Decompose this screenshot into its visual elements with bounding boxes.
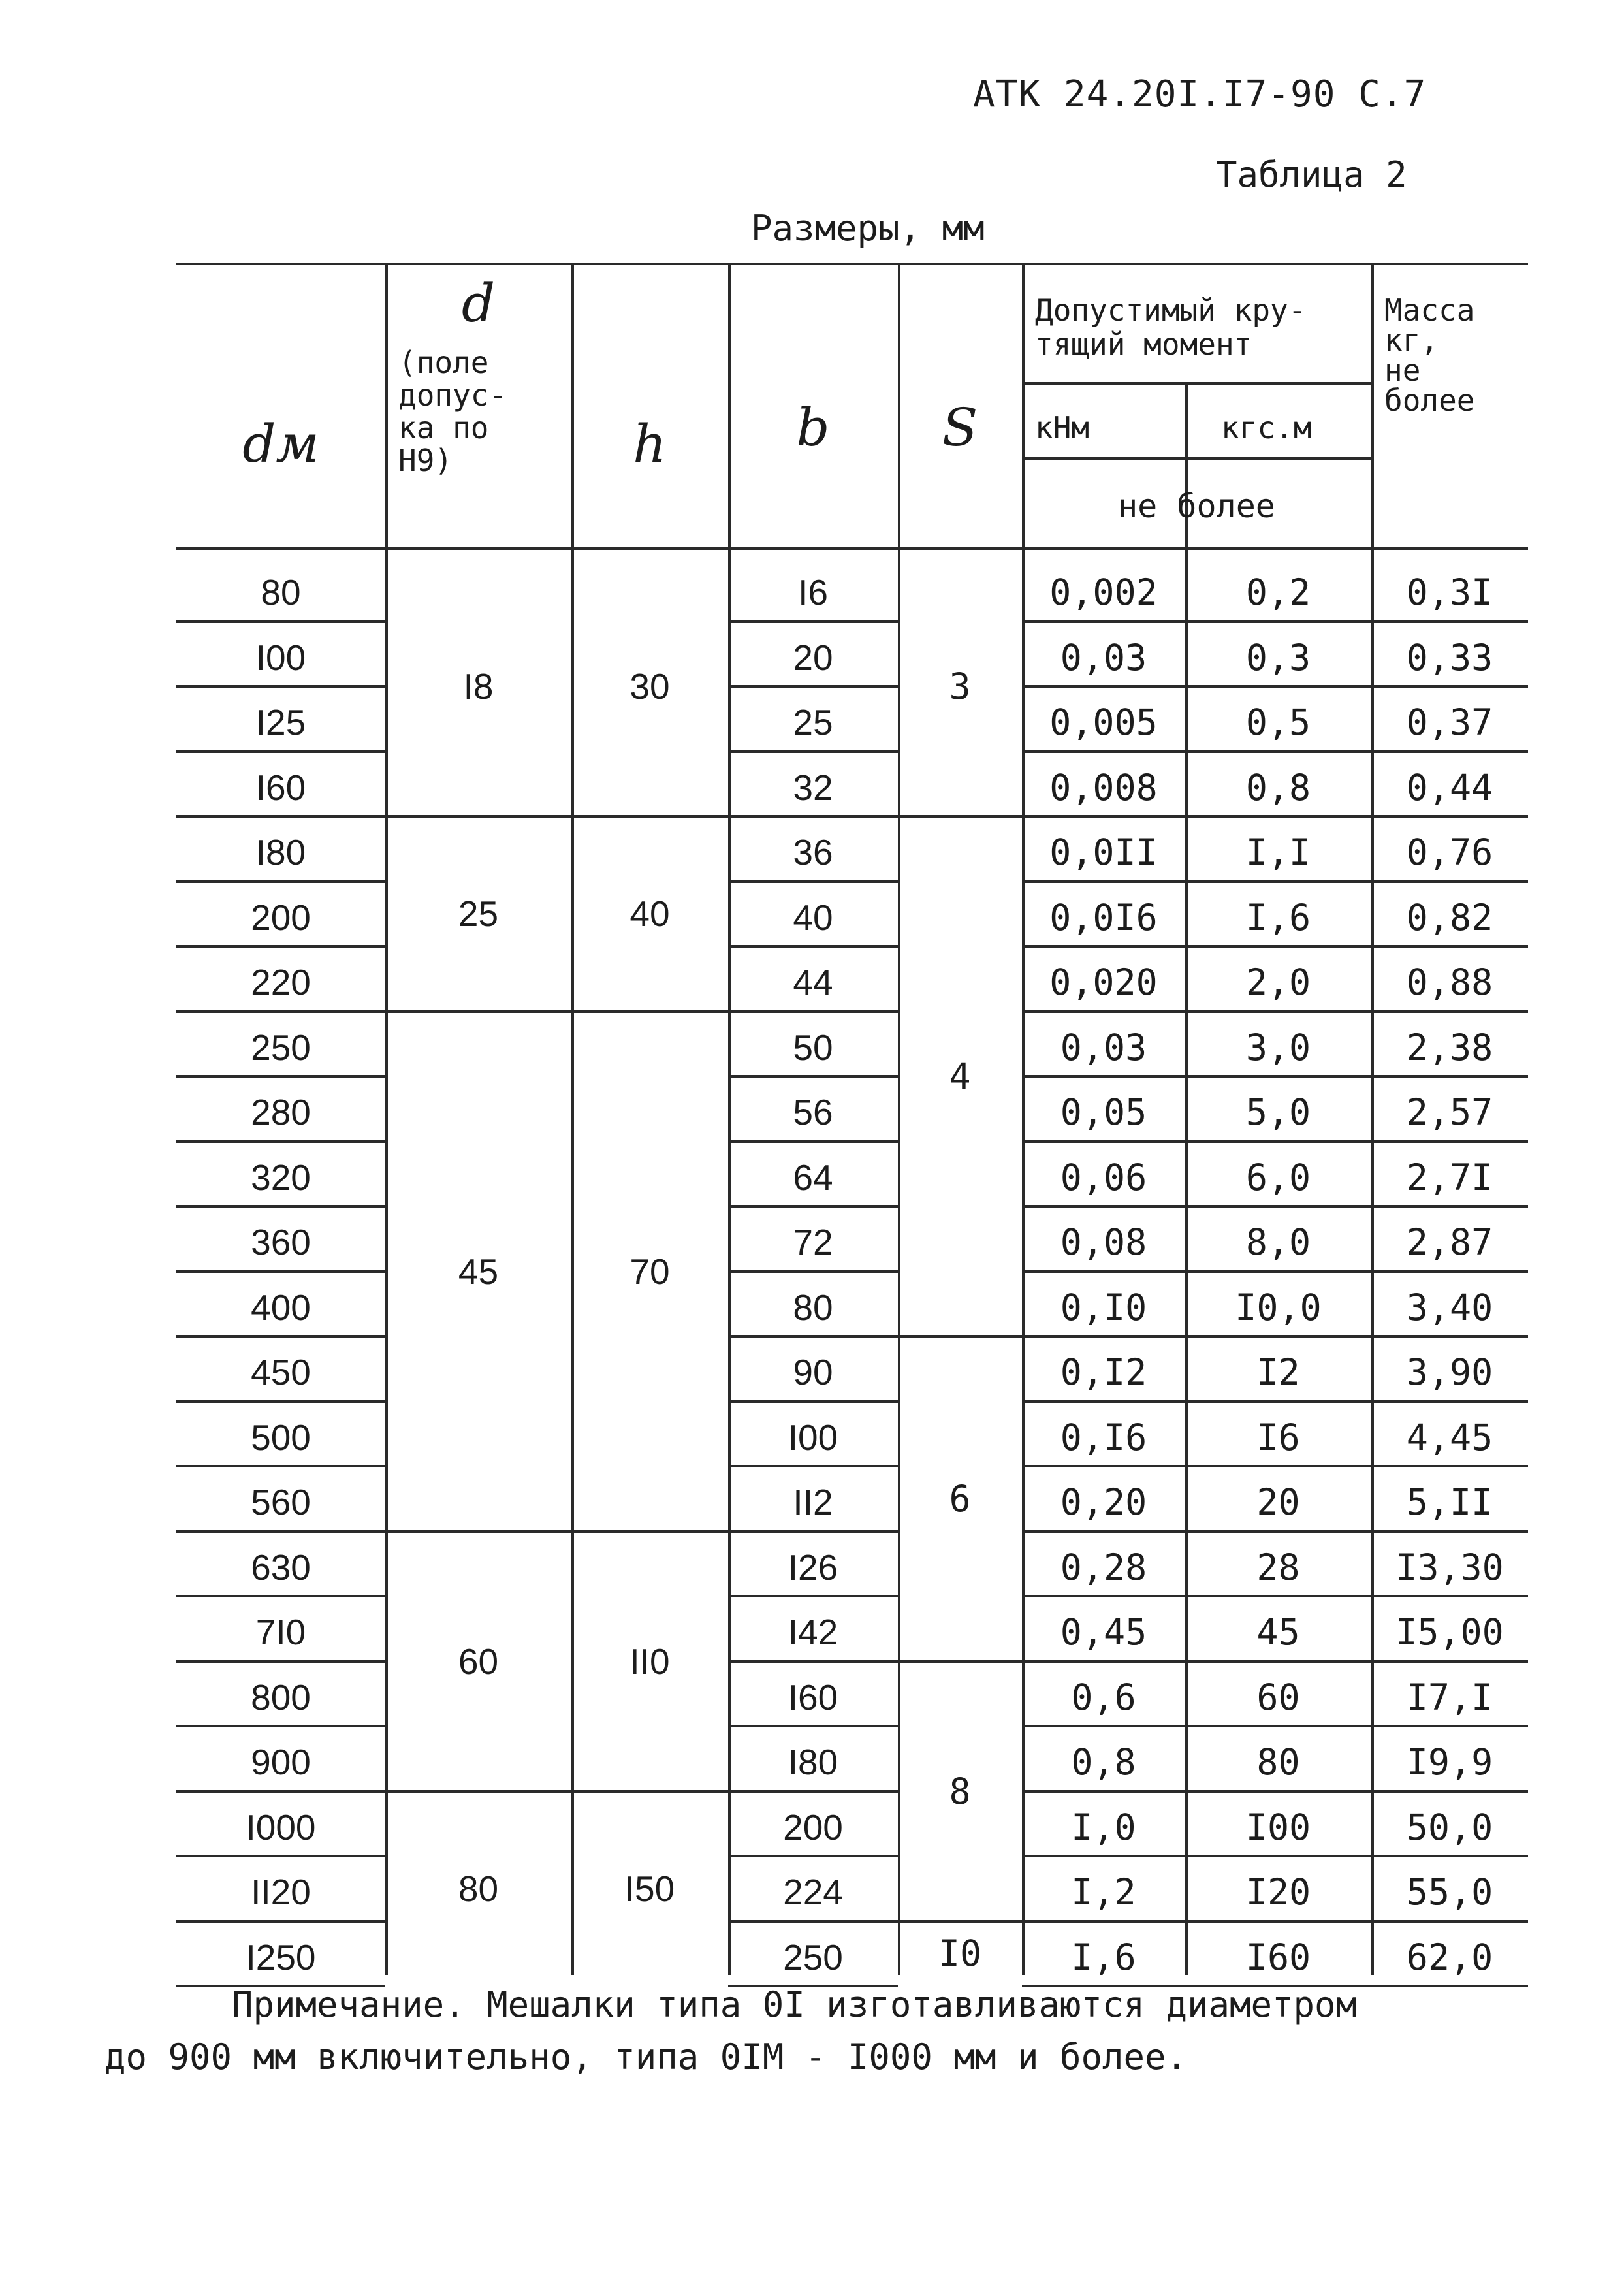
- row-rule: [1022, 1270, 1528, 1273]
- torque-knm-cell: 0,20: [1060, 1481, 1147, 1523]
- h-group-cell: I50: [624, 1868, 675, 1909]
- dm-cell: 7I0: [255, 1612, 306, 1652]
- row-rule: [1022, 815, 1528, 818]
- mass-cell: 55,0: [1406, 1871, 1493, 1913]
- torque-knm-cell: 0,I6: [1060, 1416, 1147, 1458]
- row-rule: [728, 1595, 898, 1597]
- dm-cell: 400: [251, 1287, 311, 1328]
- mass-header-line: кг,: [1384, 323, 1439, 358]
- torque-header-line: Допустимый кру-: [1035, 293, 1307, 328]
- b-cell: I42: [788, 1612, 838, 1652]
- s-group-cell: 8: [949, 1770, 971, 1812]
- b-cell: 44: [793, 962, 833, 1002]
- dm-cell: 280: [251, 1092, 311, 1132]
- row-rule: [728, 1270, 898, 1273]
- b-cell: I80: [788, 1742, 838, 1782]
- col-knm-header: кНм: [1035, 410, 1090, 445]
- torque-kgsm-cell: 60: [1256, 1676, 1300, 1718]
- row-rule: [176, 1010, 385, 1013]
- row-rule: [1022, 1465, 1528, 1467]
- b-cell: I6: [798, 572, 828, 613]
- group-rule: [385, 1010, 571, 1013]
- b-cell: II2: [793, 1482, 833, 1522]
- dm-cell: 800: [251, 1676, 311, 1718]
- s-group-cell: 6: [949, 1477, 971, 1520]
- torque-limit-label: не более: [1118, 487, 1275, 525]
- row-rule: [728, 1530, 898, 1533]
- mass-header-line: более: [1384, 383, 1475, 418]
- torque-kgsm-cell: I2: [1256, 1351, 1300, 1393]
- row-rule: [176, 620, 385, 623]
- torque-kgsm-cell: 2,0: [1245, 961, 1311, 1003]
- row-rule: [728, 880, 898, 883]
- torque-kgsm-cell: I6: [1256, 1416, 1300, 1458]
- mass-cell: 2,7I: [1406, 1156, 1493, 1198]
- row-rule: [1022, 1855, 1528, 1857]
- dm-cell: 250: [251, 1027, 311, 1068]
- dm-cell: I250: [246, 1936, 316, 1978]
- h-group-cell: 30: [629, 666, 670, 707]
- table-number: Таблица 2: [1216, 154, 1407, 195]
- dm-cell: 220: [251, 962, 311, 1002]
- torque-kgsm-cell: I60: [1245, 1936, 1311, 1978]
- dm-cell: I60: [255, 767, 306, 808]
- row-rule: [1022, 1205, 1528, 1208]
- b-cell: 250: [783, 1936, 843, 1978]
- row-rule: [176, 1855, 385, 1857]
- row-rule: [176, 1660, 385, 1663]
- row-rule: [176, 1530, 385, 1533]
- mass-cell: 3,40: [1406, 1286, 1493, 1328]
- column-rule: [898, 263, 900, 1975]
- row-rule: [176, 880, 385, 883]
- row-rule: [1022, 1530, 1528, 1533]
- mass-cell: 0,76: [1406, 831, 1493, 873]
- torque-kgsm-cell: 80: [1256, 1741, 1300, 1783]
- d-group-cell: 25: [458, 893, 499, 935]
- h-group-cell: 70: [629, 1251, 670, 1292]
- col-b-header: b: [796, 397, 830, 458]
- column-rule: [385, 263, 388, 1975]
- s-group-cell: I0: [938, 1932, 982, 1975]
- b-cell: 40: [793, 897, 833, 938]
- torque-kgsm-cell: I20: [1245, 1871, 1311, 1913]
- torque-kgsm-cell: 20: [1256, 1481, 1300, 1523]
- dm-cell: I000: [246, 1806, 316, 1848]
- b-cell: I26: [788, 1547, 838, 1588]
- row-rule: [1022, 1725, 1528, 1727]
- dm-cell: 320: [251, 1157, 311, 1198]
- mass-cell: 4,45: [1406, 1416, 1493, 1458]
- dm-cell: I00: [255, 637, 306, 678]
- mass-cell: 0,33: [1406, 636, 1493, 679]
- row-rule: [728, 1725, 898, 1727]
- b-cell: I60: [788, 1676, 838, 1718]
- b-cell: 32: [793, 767, 833, 808]
- mass-cell: 0,44: [1406, 766, 1493, 809]
- group-rule: [898, 1335, 1022, 1338]
- row-rule: [728, 685, 898, 688]
- row-rule: [176, 1075, 385, 1078]
- col-d-note-line: ка по: [398, 410, 489, 445]
- b-cell: 36: [793, 832, 833, 873]
- row-rule: [1022, 1595, 1528, 1597]
- torque-kgsm-cell: 3,0: [1245, 1026, 1311, 1068]
- row-rule: [176, 1790, 385, 1793]
- row-rule: [1022, 1790, 1528, 1793]
- row-rule: [176, 685, 385, 688]
- torque-kgsm-cell: I,6: [1245, 896, 1311, 938]
- row-rule: [728, 1855, 898, 1857]
- torque-knm-cell: 0,03: [1060, 636, 1147, 679]
- dm-cell: 500: [251, 1417, 311, 1458]
- group-rule: [571, 1790, 728, 1793]
- torque-kgsm-cell: 0,2: [1245, 571, 1311, 613]
- torque-kgsm-cell: 6,0: [1245, 1156, 1311, 1198]
- torque-knm-cell: I,2: [1071, 1871, 1136, 1913]
- mass-cell: I5,00: [1395, 1611, 1504, 1653]
- mass-cell: 3,90: [1406, 1351, 1493, 1393]
- row-rule: [728, 1465, 898, 1467]
- group-rule: [385, 1790, 571, 1793]
- torque-kgsm-cell: 0,5: [1245, 701, 1311, 743]
- torque-kgsm-cell: 0,8: [1245, 766, 1311, 809]
- dm-cell: I25: [255, 702, 306, 743]
- mass-cell: I9,9: [1406, 1741, 1493, 1783]
- torque-knm-cell: 0,28: [1060, 1546, 1147, 1588]
- row-rule: [176, 945, 385, 948]
- group-rule: [898, 1660, 1022, 1663]
- mass-cell: 0,88: [1406, 961, 1493, 1003]
- torque-knm-cell: 0,45: [1060, 1611, 1147, 1653]
- group-rule: [385, 815, 571, 818]
- torque-knm-cell: 0,6: [1071, 1676, 1136, 1718]
- row-rule: [176, 1140, 385, 1143]
- torque-kgsm-cell: I00: [1245, 1806, 1311, 1848]
- torque-knm-cell: 0,06: [1060, 1156, 1147, 1198]
- col-s-header: S: [942, 397, 978, 458]
- b-cell: I00: [788, 1417, 838, 1458]
- col-d-note-line: (поле: [398, 345, 489, 380]
- torque-kgsm-cell: 0,3: [1245, 636, 1311, 679]
- torque-knm-cell: 0,I0: [1060, 1286, 1147, 1328]
- torque-kgsm-cell: I,I: [1245, 831, 1311, 873]
- torque-sub-rule: [1022, 382, 1371, 385]
- mass-cell: I3,30: [1395, 1546, 1504, 1588]
- h-group-cell: II0: [629, 1641, 670, 1682]
- row-rule: [1022, 1075, 1528, 1078]
- dm-cell: 450: [251, 1352, 311, 1392]
- b-cell: 90: [793, 1352, 833, 1392]
- row-rule: [176, 1920, 385, 1923]
- d-group-cell: I8: [463, 666, 494, 707]
- row-rule: [1022, 1400, 1528, 1403]
- torque-knm-cell: 0,0II: [1049, 831, 1158, 873]
- mass-cell: 2,57: [1406, 1091, 1493, 1133]
- row-rule: [728, 620, 898, 623]
- torque-kgsm-cell: 45: [1256, 1611, 1300, 1653]
- row-rule: [176, 1205, 385, 1208]
- torque-limit-rule: [1022, 457, 1371, 460]
- units-caption: Размеры, мм: [751, 208, 985, 249]
- d-group-cell: 60: [458, 1641, 499, 1682]
- group-rule: [571, 1530, 728, 1533]
- torque-kgsm-cell: 8,0: [1245, 1221, 1311, 1263]
- document-code: АТК 24.20I.I7-90 С.7: [973, 73, 1427, 116]
- col-h-header: h: [633, 413, 667, 474]
- row-rule: [728, 1140, 898, 1143]
- torque-kgsm-cell: I0,0: [1235, 1286, 1322, 1328]
- note-line-1: Примечание. Мешалки типа 0I изготавливаются диаметром: [232, 1984, 1358, 2025]
- torque-knm-cell: I,6: [1071, 1936, 1136, 1978]
- row-rule: [728, 1205, 898, 1208]
- row-rule: [728, 1920, 898, 1923]
- row-rule: [176, 1465, 385, 1467]
- mass-cell: 5,II: [1406, 1481, 1493, 1523]
- b-cell: 72: [793, 1222, 833, 1262]
- torque-knm-cell: 0,020: [1049, 961, 1158, 1003]
- row-rule: [728, 1790, 898, 1793]
- b-cell: 80: [793, 1287, 833, 1328]
- mass-cell: 0,37: [1406, 701, 1493, 743]
- torque-knm-cell: 0,0I6: [1049, 896, 1158, 938]
- group-rule: [385, 1530, 571, 1533]
- row-rule: [1022, 1335, 1528, 1338]
- row-rule: [1022, 620, 1528, 623]
- row-rule: [176, 815, 385, 818]
- row-rule: [1022, 685, 1528, 688]
- torque-knm-cell: 0,03: [1060, 1026, 1147, 1068]
- dm-cell: I80: [255, 832, 306, 873]
- col-d-note-line: допус-: [398, 377, 507, 413]
- row-rule: [176, 1725, 385, 1727]
- dm-cell: 360: [251, 1222, 311, 1262]
- b-cell: 56: [793, 1092, 833, 1132]
- torque-knm-cell: 0,8: [1071, 1741, 1136, 1783]
- b-cell: 20: [793, 637, 833, 678]
- row-rule: [728, 1335, 898, 1338]
- row-rule: [176, 1270, 385, 1273]
- torque-knm-cell: 0,002: [1049, 571, 1158, 613]
- col-kgsm-header: кгс.м: [1221, 410, 1312, 445]
- group-rule: [898, 815, 1022, 818]
- row-rule: [728, 1660, 898, 1663]
- group-rule: [571, 815, 728, 818]
- s-group-cell: 3: [949, 665, 971, 707]
- torque-knm-cell: I,0: [1071, 1806, 1136, 1848]
- mass-cell: 0,82: [1406, 896, 1493, 938]
- row-rule: [1022, 1920, 1528, 1923]
- dm-cell: 900: [251, 1742, 311, 1782]
- row-rule: [728, 945, 898, 948]
- dm-cell: 200: [251, 897, 311, 938]
- row-rule: [728, 1400, 898, 1403]
- column-rule: [571, 263, 574, 1975]
- row-rule: [1022, 1660, 1528, 1663]
- b-cell: 200: [783, 1806, 843, 1848]
- torque-knm-cell: 0,I2: [1060, 1351, 1147, 1393]
- mass-cell: 2,38: [1406, 1026, 1493, 1068]
- row-rule: [728, 750, 898, 753]
- note-line-2: до 900 мм включительно, типа 0IМ - I000 мм и более.: [104, 2036, 1188, 2077]
- torque-knm-cell: 0,005: [1049, 701, 1158, 743]
- h-group-cell: 40: [629, 893, 670, 935]
- dm-cell: II20: [251, 1872, 311, 1912]
- b-cell: 50: [793, 1027, 833, 1068]
- b-cell: 64: [793, 1157, 833, 1198]
- row-rule: [1022, 945, 1528, 948]
- col-d-note-line: Н9): [398, 443, 453, 478]
- row-rule: [1022, 1010, 1528, 1013]
- s-group-cell: 4: [949, 1055, 971, 1097]
- row-rule: [176, 1400, 385, 1403]
- row-rule: [728, 1010, 898, 1013]
- b-cell: 224: [783, 1872, 843, 1912]
- torque-knm-cell: 0,08: [1060, 1221, 1147, 1263]
- row-rule: [1022, 880, 1528, 883]
- torque-header-line: тящий момент: [1035, 327, 1252, 362]
- row-rule: [176, 750, 385, 753]
- d-group-cell: 45: [458, 1251, 499, 1292]
- group-rule: [571, 1010, 728, 1013]
- dm-cell: 80: [261, 572, 301, 613]
- col-d-header: d: [461, 273, 496, 334]
- col-dm-header: dм: [242, 413, 319, 474]
- torque-knm-cell: 0,05: [1060, 1091, 1147, 1133]
- table-top-rule: [176, 263, 1528, 265]
- row-rule: [176, 1335, 385, 1338]
- mass-cell: 2,87: [1406, 1221, 1493, 1263]
- dm-cell: 630: [251, 1547, 311, 1588]
- row-rule: [1022, 1140, 1528, 1143]
- b-cell: 25: [793, 702, 833, 743]
- row-rule: [728, 815, 898, 818]
- group-rule: [898, 1920, 1022, 1923]
- torque-kgsm-cell: 28: [1256, 1546, 1300, 1588]
- mass-cell: 62,0: [1406, 1936, 1493, 1978]
- dm-cell: 560: [251, 1482, 311, 1522]
- mass-cell: I7,I: [1406, 1676, 1493, 1718]
- row-rule: [176, 1595, 385, 1597]
- mass-cell: 0,3I: [1406, 571, 1493, 613]
- mass-header-line: не: [1384, 353, 1421, 388]
- d-group-cell: 80: [458, 1868, 499, 1909]
- header-bottom-rule: [176, 547, 1528, 550]
- row-rule: [728, 1075, 898, 1078]
- mass-cell: 50,0: [1406, 1806, 1493, 1848]
- row-rule: [1022, 750, 1528, 753]
- table-note: [104, 1979, 1358, 2083]
- torque-knm-cell: 0,008: [1049, 766, 1158, 809]
- torque-kgsm-cell: 5,0: [1245, 1091, 1311, 1133]
- mass-header-line: Масса: [1384, 293, 1475, 328]
